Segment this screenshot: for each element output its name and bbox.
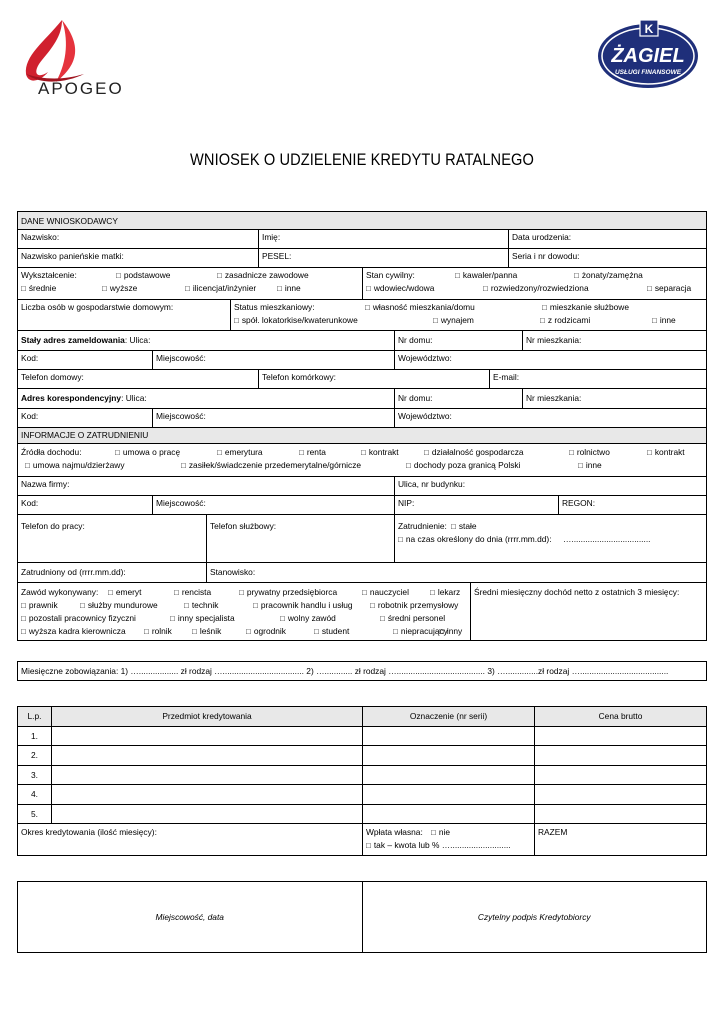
col-header-price: Cena brutto — [535, 707, 707, 727]
education-option[interactable]: □ inne — [277, 283, 301, 294]
profession-option[interactable]: □ służby mundurowe — [80, 600, 158, 611]
phones-row — [18, 370, 706, 389]
profession-option[interactable]: □ nauczyciel — [362, 587, 409, 598]
profession-option[interactable]: □ technik — [184, 600, 218, 611]
profession-option[interactable]: □ wyższa kadra kierownicza — [21, 626, 126, 637]
company-postcode-field[interactable]: Kod: — [18, 496, 153, 514]
maiden-row — [18, 249, 706, 268]
income-option[interactable]: □ inne — [578, 460, 602, 471]
profession-option[interactable]: □ student — [314, 626, 349, 637]
row-number: 1. — [18, 726, 52, 746]
page-title: WNIOSEK O UDZIELENIE KREDYTU RATALNEGO — [190, 150, 534, 169]
serial-cell[interactable] — [363, 726, 535, 746]
profession-option[interactable]: □ średni personel — [380, 613, 445, 624]
education-option[interactable]: □ zasadnicze zawodowe — [217, 270, 309, 281]
borrower-signature-field[interactable] — [363, 882, 707, 952]
permanent-city-row — [18, 351, 706, 370]
row-number: 4. — [18, 785, 52, 805]
table-row — [18, 785, 707, 805]
profession-option[interactable]: □ pozostali pracownicy fizyczni — [21, 613, 136, 624]
income-row — [18, 444, 706, 477]
zagiel-logo — [596, 18, 700, 90]
voivodeship-field[interactable]: Województwo: — [398, 353, 452, 363]
place-date-field[interactable] — [18, 882, 363, 952]
profession-option[interactable]: □ inny specjalista — [170, 613, 235, 624]
items-header-row — [18, 707, 707, 727]
profession-option[interactable]: □ rencista — [174, 587, 211, 598]
income-option[interactable]: □ zasiłek/świadczenie przedemerytalne/górnicze — [181, 460, 361, 471]
education-option[interactable]: □ podstawowe — [116, 270, 170, 281]
applicant-header: DANE WNIOSKODAWCY — [21, 216, 118, 226]
corr-postcode-field[interactable]: Kod: — [18, 409, 153, 427]
own-payment-no-option[interactable]: □ nie — [431, 827, 450, 837]
education-marital-row — [18, 268, 706, 300]
employment-fixed-option[interactable]: □ na czas określony do dnia (rrrr.mm.dd): — [398, 534, 552, 545]
pesel-field[interactable]: PESEL: — [259, 249, 509, 267]
name-row — [18, 230, 706, 249]
income-option[interactable]: □ dochody poza granicą Polski — [406, 460, 520, 471]
profession-option[interactable]: □ pracownik handlu i usług — [253, 600, 353, 611]
education-option[interactable]: □ ilicencjat/inżynier — [185, 283, 256, 294]
apogeo-logo — [22, 18, 162, 100]
serial-cell[interactable] — [363, 804, 535, 824]
first-name-field[interactable]: Imię: — [259, 230, 509, 248]
marital-cell — [363, 268, 706, 299]
marital-label: Stan cywilny: — [366, 270, 415, 280]
serial-cell[interactable] — [363, 765, 535, 785]
profession-option[interactable]: □ prywatny przedsiębiorca — [239, 587, 337, 598]
income-option[interactable]: □ rolnictwo — [569, 447, 610, 458]
housing-option[interactable]: □ spół. lokatorkise/kwaterunkowe — [234, 315, 358, 326]
position-field[interactable]: Stanowisko: — [210, 567, 256, 577]
company-city-row — [18, 496, 706, 515]
household-field[interactable]: Liczba osób w gospodarstwie domowym: — [18, 300, 231, 330]
profession-option[interactable]: □ rolnik — [144, 626, 172, 637]
company-field[interactable]: Nazwa firmy: — [18, 477, 395, 495]
employment-type-cell — [395, 515, 706, 562]
household-row — [18, 300, 706, 331]
income-option[interactable]: □ kontrakt — [647, 447, 685, 458]
housing-label: Status mieszkaniowy: — [234, 302, 315, 312]
avg-income-field[interactable]: Średni miesięczny dochód netto z ostatnich 3 miesięcy: — [474, 587, 680, 597]
apogeo-logo-text: APOGEO — [38, 79, 124, 98]
price-cell[interactable] — [535, 726, 707, 746]
profession-option[interactable]: □ inny — [439, 626, 462, 637]
price-cell[interactable] — [535, 765, 707, 785]
item-cell[interactable] — [52, 804, 363, 824]
income-cell — [18, 444, 706, 476]
profession-option[interactable]: □ robotnik przemysłowy — [370, 600, 458, 611]
row-number: 5. — [18, 804, 52, 824]
profession-option[interactable]: □ lekarz — [430, 587, 460, 598]
table-row — [18, 746, 707, 766]
profession-label: Zawód wykonywany: — [21, 587, 99, 597]
profession-option[interactable]: □ leśnik — [192, 626, 221, 637]
permanent-street-field[interactable] — [18, 331, 395, 350]
total-field[interactable]: RAZEM — [535, 824, 707, 856]
own-payment-yes-option[interactable]: □ tak – kwota lub % ….......................... — [366, 840, 511, 850]
housing-cell — [231, 300, 706, 330]
housing-option[interactable]: □ mieszkanie służbowe — [542, 302, 629, 313]
income-option[interactable]: □ umowa o pracę — [115, 447, 180, 458]
profession-cell — [18, 583, 471, 640]
employed-since-row — [18, 563, 706, 583]
employment-type-label: Zatrudnienie: — [398, 521, 447, 531]
profession-option[interactable]: □ ogrodnik — [246, 626, 286, 637]
business-phone-field[interactable]: Telefon służbowy: — [207, 515, 395, 562]
item-cell[interactable] — [52, 785, 363, 805]
education-label: Wykształcenie: — [21, 270, 77, 280]
permanent-address-label: Stały adres zameldowania — [21, 335, 125, 345]
mobile-phone-field[interactable]: Telefon komórkowy: — [259, 370, 490, 388]
correspondence-city-row — [18, 409, 706, 428]
zagiel-logo-title: ŻAGIEL — [611, 45, 685, 67]
income-option[interactable]: □ kontrakt — [361, 447, 399, 458]
work-phone-field[interactable]: Telefon do pracy: — [18, 515, 207, 562]
zagiel-logo-sub: USŁUGI FINANSOWE — [614, 69, 682, 76]
price-cell[interactable] — [535, 746, 707, 766]
item-cell[interactable] — [52, 726, 363, 746]
price-cell[interactable] — [535, 804, 707, 824]
regon-field[interactable]: REGON: — [562, 498, 596, 508]
postcode-field[interactable]: Kod: — [18, 351, 153, 369]
income-option[interactable]: □ działalność gospodarcza — [424, 447, 524, 458]
col-header-item: Przedmiot kredytowania — [52, 707, 363, 727]
marital-option[interactable]: □ żonaty/zamężna — [574, 270, 643, 281]
home-phone-field[interactable]: Telefon domowy: — [18, 370, 259, 388]
city-field[interactable]: Miejscowość: — [153, 351, 395, 369]
income-label: Źródła dochodu: — [21, 447, 82, 457]
company-city-field[interactable]: Miejscowość: — [153, 496, 395, 514]
education-option[interactable]: □ wyższe — [102, 283, 137, 294]
serial-cell[interactable] — [363, 746, 535, 766]
company-street-field[interactable]: Ulica, nr budynku: — [398, 479, 466, 489]
housing-option[interactable]: □ wynajem — [433, 315, 474, 326]
employed-since-field[interactable]: Zatrudniony od (rrrr.mm.dd): — [18, 563, 207, 582]
profession-option[interactable]: □ emeryt — [108, 587, 141, 598]
item-cell[interactable] — [52, 765, 363, 785]
table-row — [18, 804, 707, 824]
own-payment-label: Wpłata własna: — [366, 827, 423, 837]
nip-field[interactable]: NIP: — [395, 496, 559, 514]
profession-option[interactable]: □ wolny zawód — [280, 613, 336, 624]
marital-option[interactable]: □ rozwiedzony/rozwiedziona — [483, 283, 589, 294]
borrower-signature-label: Czytelny podpis Kredytobiorcy — [477, 912, 591, 922]
applicant-header-row — [18, 212, 706, 230]
obligations-field[interactable]: Miesięczne zobowiązania: 1) …................. zł rodzaj …................................... 2) …............ zł rodzaj …...................................... 3) …..............zł rodzaj …...................................... — [17, 661, 707, 681]
company-row — [18, 477, 706, 496]
correspondence-street-label: : Ulica: — [121, 393, 147, 403]
item-cell[interactable] — [52, 746, 363, 766]
correspondence-street-field[interactable] — [18, 389, 395, 408]
profession-option[interactable]: □ niepracujący — [393, 626, 448, 637]
housing-option[interactable]: □ z rodzicami — [540, 315, 590, 326]
serial-cell[interactable] — [363, 785, 535, 805]
row-number: 2. — [18, 746, 52, 766]
id-number-field[interactable]: Seria i nr dowodu: — [512, 251, 580, 261]
place-date-label: Miejscowość, data — [155, 912, 224, 922]
marital-option[interactable]: □ wdowiec/wdowa — [366, 283, 434, 294]
maiden-name-field[interactable]: Nazwisko panieńskie matki: — [18, 249, 259, 267]
items-table — [17, 706, 707, 856]
own-payment-cell — [363, 824, 535, 856]
marital-option[interactable]: □ kawaler/panna — [455, 270, 517, 281]
application-form — [17, 211, 707, 641]
employment-permanent-option[interactable]: □ stałe — [451, 521, 477, 532]
income-option[interactable]: □ umowa najmu/dzierżawy — [25, 460, 125, 471]
employment-header-row — [18, 428, 706, 444]
corr-voivodeship-field[interactable]: Województwo: — [398, 411, 452, 421]
education-cell — [18, 268, 363, 299]
permanent-address-row — [18, 331, 706, 351]
price-cell[interactable] — [535, 785, 707, 805]
row-number: 3. — [18, 765, 52, 785]
col-header-serial: Oznaczenie (nr serii) — [363, 707, 535, 727]
email-field[interactable]: E-mail: — [493, 372, 520, 382]
permanent-street-label: : Ulica: — [124, 335, 151, 345]
employment-fixed-dots: ….................................. — [563, 534, 651, 544]
marital-option[interactable]: □ separacja — [647, 283, 691, 294]
correspondence-row — [18, 389, 706, 409]
income-option[interactable]: □ renta — [299, 447, 326, 458]
surname-field[interactable]: Nazwisko: — [18, 230, 259, 248]
education-option[interactable]: □ średnie — [21, 283, 56, 294]
work-phone-row — [18, 515, 706, 563]
correspondence-label: Adres korespondencyjny — [21, 393, 122, 403]
signature-box — [17, 881, 707, 953]
flat-no-field[interactable]: Nr mieszkania: — [526, 335, 582, 345]
term-field[interactable]: Okres kredytowania (ilość miesięcy): — [18, 824, 363, 856]
col-header-lp: L.p. — [18, 707, 52, 727]
employment-header: INFORMACJE O ZATRUDNIENIU — [21, 430, 149, 440]
profession-option[interactable]: □ prawnik — [21, 600, 58, 611]
house-no-field[interactable]: Nr domu: — [395, 331, 523, 350]
summary-row — [18, 824, 707, 856]
table-row — [18, 765, 707, 785]
housing-option[interactable]: □ inne — [652, 315, 676, 326]
birth-date-field[interactable]: Data urodzenia: — [512, 232, 572, 242]
corr-flat-no-field[interactable]: Nr mieszkania: — [526, 393, 582, 403]
table-row — [18, 726, 707, 746]
svg-text:K: K — [644, 22, 654, 36]
housing-option[interactable]: □ własność mieszkania/domu — [365, 302, 475, 313]
income-option[interactable]: □ emerytura — [217, 447, 263, 458]
corr-house-no-field[interactable]: Nr domu: — [395, 389, 523, 408]
profession-row — [18, 583, 706, 640]
corr-city-field[interactable]: Miejscowość: — [153, 409, 395, 427]
